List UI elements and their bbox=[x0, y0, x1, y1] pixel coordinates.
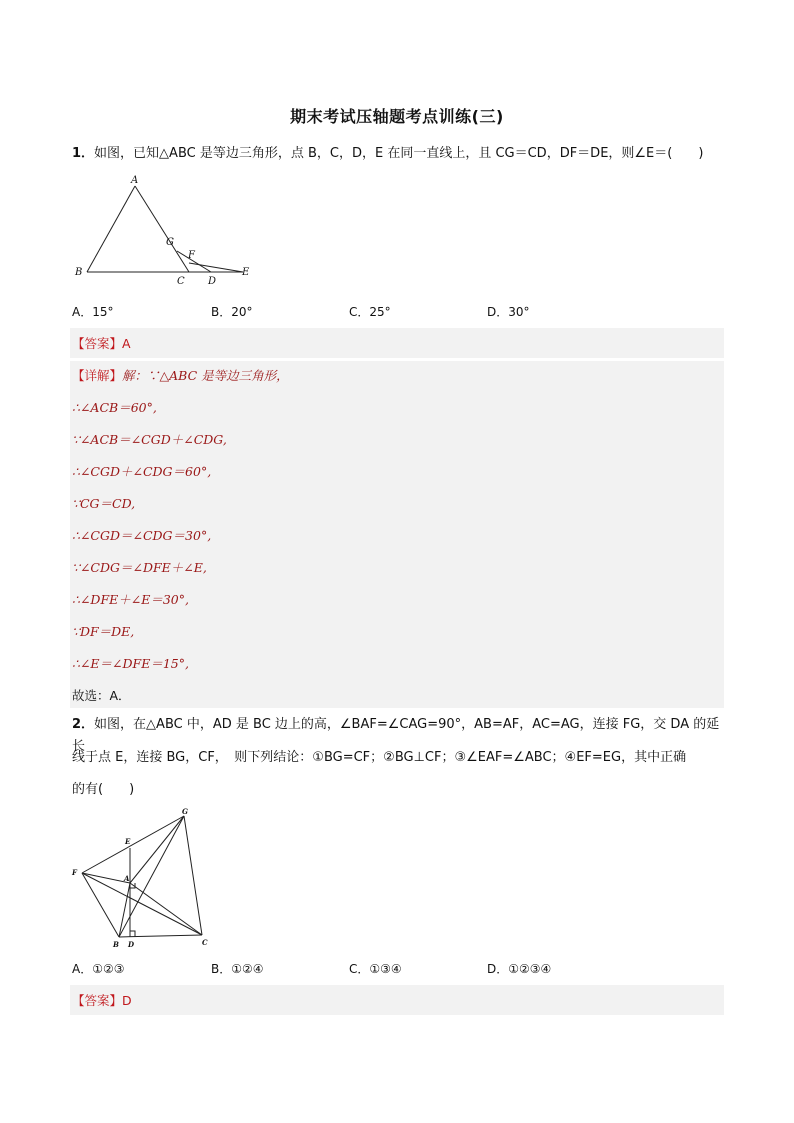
answer-line bbox=[72, 334, 131, 354]
question-number: 2． bbox=[72, 717, 95, 732]
question-1-stem bbox=[72, 143, 724, 165]
choice-a[interactable]: A．①②③ bbox=[72, 962, 125, 976]
detail-line bbox=[72, 366, 289, 386]
question-1-choices bbox=[72, 303, 724, 323]
choice-c[interactable]: C．①③④ bbox=[349, 962, 402, 976]
label-e: E bbox=[125, 837, 131, 846]
segment-ac bbox=[130, 883, 202, 935]
answer-tag: 【答案】 bbox=[72, 993, 123, 1008]
detail-first: 解：∵△ABC 是等边三角形， bbox=[122, 368, 289, 383]
figure-triangle-abc bbox=[70, 172, 260, 290]
question-line-1: 如图，在△ABC 中，AD 是 BC 边上的高，∠BAF=∠CAG=90°，AB=AF，AC=AG，连接 FG，交 DA 的延长 bbox=[72, 717, 720, 754]
answer-value: D bbox=[122, 993, 132, 1008]
choice-a[interactable]: A．15° bbox=[72, 305, 114, 319]
right-angle-mark-d bbox=[130, 931, 135, 937]
label-b: B bbox=[75, 267, 83, 278]
step-4: ∵CG＝CD, bbox=[72, 496, 136, 511]
segment-bc bbox=[119, 935, 202, 937]
segment-ag bbox=[130, 816, 184, 883]
question-2-choices bbox=[72, 960, 724, 980]
question-line-2: 线于点 E，连接 BG，CF， 则下列结论：①BG=CF；②BG⊥CF；③∠EAF=∠ABC；④EF=EG，其中正确 bbox=[72, 750, 687, 765]
answer-value: A bbox=[122, 336, 131, 351]
figure-quadrilateral bbox=[68, 806, 218, 952]
detail-tag: 【详解】 bbox=[72, 368, 123, 383]
segment-ab bbox=[87, 186, 135, 272]
choice-d[interactable]: D．①②③④ bbox=[487, 962, 552, 976]
step-9: ∴∠E＝∠DFE＝15°, bbox=[72, 656, 189, 671]
label-d: D bbox=[208, 276, 217, 287]
answer-band bbox=[70, 328, 724, 358]
segment-ac bbox=[135, 186, 189, 272]
step-3: ∴∠CGD＋∠CDG＝60°, bbox=[72, 464, 212, 479]
step-2: ∵∠ACB＝∠CGD＋∠CDG, bbox=[72, 432, 227, 447]
answer-line bbox=[72, 991, 132, 1011]
segment-ab bbox=[119, 883, 130, 937]
label-d: D bbox=[128, 940, 135, 949]
step-8: ∵DF＝DE, bbox=[72, 624, 135, 639]
segment-fa bbox=[82, 873, 130, 883]
label-g: G bbox=[166, 237, 174, 248]
choice-c[interactable]: C．25° bbox=[349, 305, 391, 319]
question-line-3: 的有( ) bbox=[72, 782, 135, 797]
label-f: F bbox=[188, 250, 195, 261]
choice-b[interactable]: B．20° bbox=[211, 305, 253, 319]
label-g: G bbox=[182, 807, 188, 816]
step-7: ∴∠DFE＋∠E＝30°, bbox=[72, 592, 189, 607]
segment-gc bbox=[184, 816, 202, 935]
label-c: C bbox=[202, 938, 208, 947]
label-a: A bbox=[131, 175, 139, 186]
step-1: ∴∠ACB＝60°, bbox=[72, 400, 157, 415]
choice-d[interactable]: D．30° bbox=[487, 305, 530, 319]
label-c: C bbox=[177, 276, 185, 287]
label-f: F bbox=[72, 868, 77, 877]
label-b: B bbox=[113, 940, 119, 949]
label-e: E bbox=[242, 267, 250, 278]
conclusion: 故选：A． bbox=[72, 688, 131, 703]
question-text: 如图，已知△ABC 是等边三角形，点 B，C，D，E 在同一直线上，且 CG＝CD，DF＝DE，则∠E＝( ) bbox=[94, 146, 704, 161]
page-title: 期末考试压轴题考点训练(三) bbox=[290, 107, 504, 126]
answer-tag: 【答案】 bbox=[72, 336, 123, 351]
question-number: 1． bbox=[72, 146, 95, 161]
segment-fe bbox=[189, 263, 243, 272]
choice-b[interactable]: B．①②④ bbox=[211, 962, 264, 976]
label-a: A bbox=[124, 874, 130, 883]
answer-band bbox=[70, 985, 724, 1015]
step-6: ∵∠CDG＝∠DFE＋∠E, bbox=[72, 560, 207, 575]
step-5: ∴∠CGD＝∠CDG＝30°, bbox=[72, 528, 212, 543]
